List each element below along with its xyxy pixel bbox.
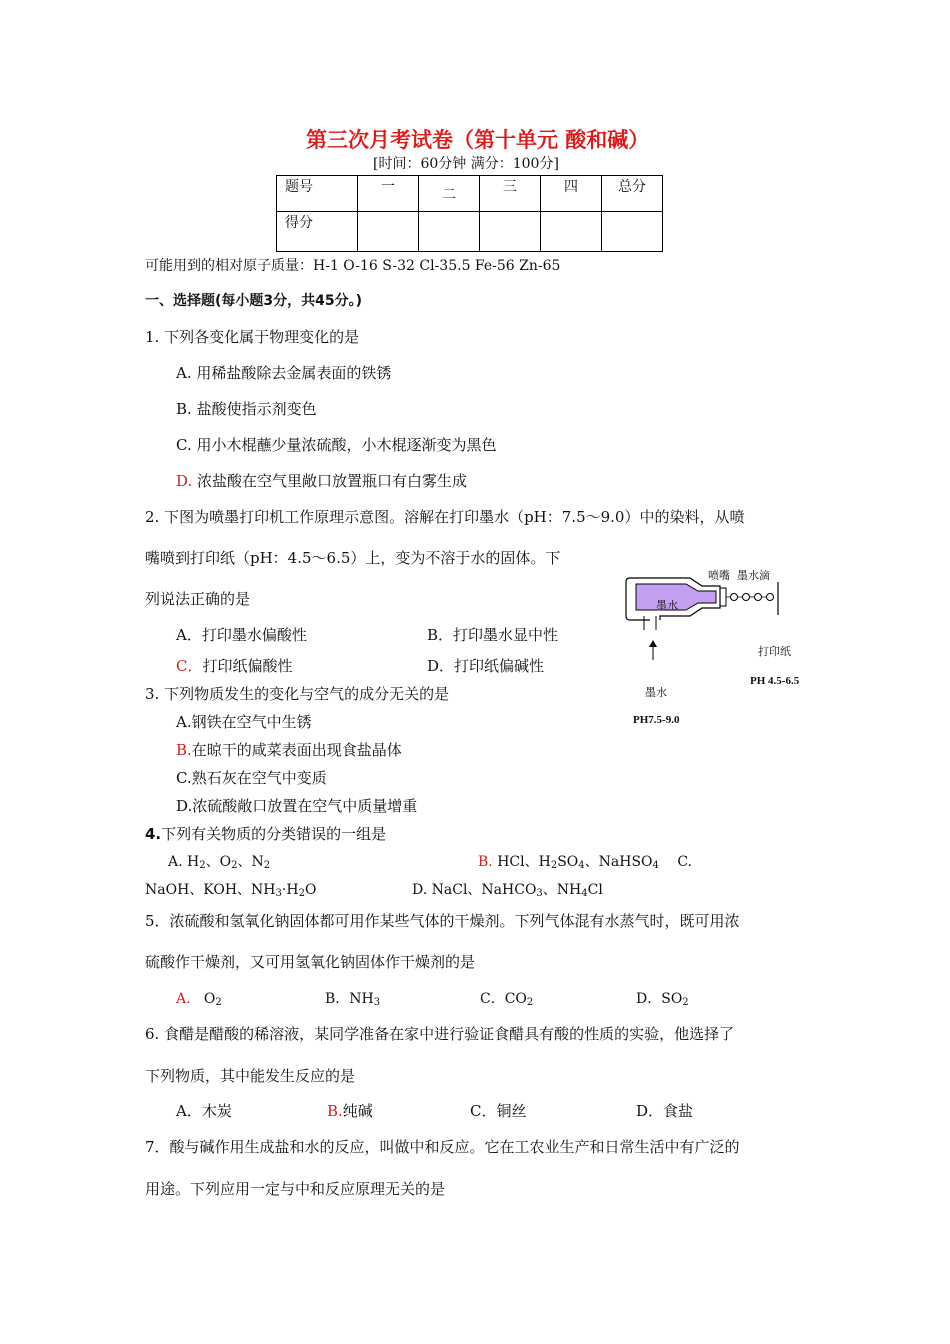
ink-drop: [755, 594, 762, 601]
option-2a: A．打印墨水偏酸性: [176, 626, 307, 644]
section-heading: 一、选择题(每小题3分，共45分。): [145, 293, 363, 309]
ink-ph-label: PH7.5-9.0: [633, 714, 680, 726]
option-1a: A. 用稀盐酸除去金属表面的铁锈: [176, 364, 392, 382]
atomic-masses: 可能用到的相对原子质量：H-1 O-16 S-32 Cl-35.5 Fe-56 Zn-65: [145, 258, 561, 274]
option-1b: B. 盐酸使指示剂变色: [176, 400, 317, 418]
question-6-line2: 下列物质，其中能发生反应的是: [145, 1067, 356, 1085]
option-6a: A．木炭: [176, 1102, 232, 1120]
option-5d: D．$SO_2$: [636, 991, 689, 1008]
drops-label: 墨水滴: [737, 570, 770, 582]
table-row: [277, 176, 663, 212]
option-1d: D. 浓盐酸在空气里敞口放置瓶口有白雾生成: [176, 472, 468, 490]
question-2-line3: 列说法正确的是: [145, 590, 251, 608]
ink-drop: [743, 594, 750, 601]
option-4b: B. HCl、$H_2SO_4$、NaHSO$_4$ C.: [478, 854, 693, 871]
question-7-line2: 用途。下列应用一定与中和反应原理无关的是: [145, 1180, 446, 1198]
nozzle-label: 喷嘴: [708, 570, 730, 582]
option-1c: C. 用小木棍蘸少量浓硫酸，小木棍逐渐变为黑色: [176, 436, 497, 454]
score-cell: [358, 212, 419, 252]
score-row-label: 得分: [277, 212, 358, 252]
question-5-line1: 5．浓硫酸和氢氧化钠固体都可用作某些气体的干燥剂。下列气体混有水蒸气时，既可用浓: [145, 912, 740, 930]
option-2b: B．打印墨水显中性: [427, 626, 559, 644]
question-3-stem: 3. 下列物质发生的变化与空气的成分无关的是: [145, 685, 450, 703]
option-4a: A. $H_2$、$O_2$、$N_2$: [168, 854, 271, 871]
question-1-stem: 1. 下列各变化属于物理变化的是: [145, 328, 360, 346]
time-score-info: [时间：60分钟 满分：100分]: [373, 156, 559, 172]
question-5-line2: 硫酸作干燥剂，又可用氢氧化钠固体作干燥剂的是: [145, 953, 476, 971]
option-2c: C．打印纸偏酸性: [176, 657, 293, 675]
option-3c: C.熟石灰在空气中变质: [176, 769, 327, 787]
option-6d: D．食盐: [636, 1102, 694, 1120]
question-2-line1: 2. 下图为喷墨打印机工作原理示意图。溶解在打印墨水（pH：7.5～9.0）中的染料，从喷: [145, 508, 745, 526]
table-header-cell: 一: [358, 176, 419, 212]
table-header-cell: 三: [480, 176, 541, 212]
arrow-head-icon: [649, 640, 657, 647]
ink-drop: [731, 594, 738, 601]
score-cell: [480, 212, 541, 252]
table-header-cell: 题号: [277, 176, 358, 212]
ink-label: 墨水: [645, 687, 667, 699]
option-4c: NaOH、KOH、$NH_3\cdot H_2O$: [145, 882, 317, 899]
score-cell: [541, 212, 602, 252]
table-header-cell: 总分: [602, 176, 663, 212]
option-6c: C．铜丝: [470, 1102, 527, 1120]
score-table: [276, 175, 663, 252]
page-title: 第三次月考试卷（第十单元 酸和碱）: [306, 128, 650, 152]
nozzle: [720, 588, 726, 606]
option-6b: B.纯碱: [327, 1102, 373, 1120]
ink-inside-label: 墨水: [656, 600, 678, 612]
question-6-line1: 6. 食醋是醋酸的稀溶液，某同学准备在家中进行验证食醋具有酸的性质的实验，他选择了: [145, 1025, 735, 1043]
option-4d: D. NaCl、NaHCO$_3$、$NH_4Cl$: [412, 882, 603, 899]
option-3a: A.钢铁在空气中生锈: [176, 713, 312, 731]
table-row: [277, 212, 663, 252]
option-5c: C．$CO_2$: [480, 991, 534, 1008]
option-5b: B．$NH_3$: [325, 991, 381, 1008]
score-cell: [602, 212, 663, 252]
option-5a: A. $O_2$: [176, 991, 222, 1008]
question-2-line2: 嘴喷到打印纸（pH：4.5～6.5）上，变为不溶于水的固体。下: [145, 549, 561, 567]
table-header-cell: 四: [541, 176, 602, 212]
option-2d: D．打印纸偏碱性: [427, 657, 545, 675]
question-4-stem: 4.下列有关物质的分类错误的一组是: [145, 825, 387, 843]
ink-drop: [767, 594, 774, 601]
option-3b: B.在晾干的咸菜表面出现食盐晶体: [176, 741, 402, 759]
paper-ph-label: PH 4.5-6.5: [750, 675, 800, 687]
paper-label: 打印纸: [758, 646, 791, 658]
question-7-line1: 7．酸与碱作用生成盐和水的反应，叫做中和反应。它在工农业生产和日常生活中有广泛的: [145, 1138, 740, 1156]
score-cell: [419, 212, 480, 252]
table-header-cell: 二: [419, 176, 480, 212]
option-3d: D.浓硫酸敞口放置在空气中质量增重: [176, 797, 418, 815]
